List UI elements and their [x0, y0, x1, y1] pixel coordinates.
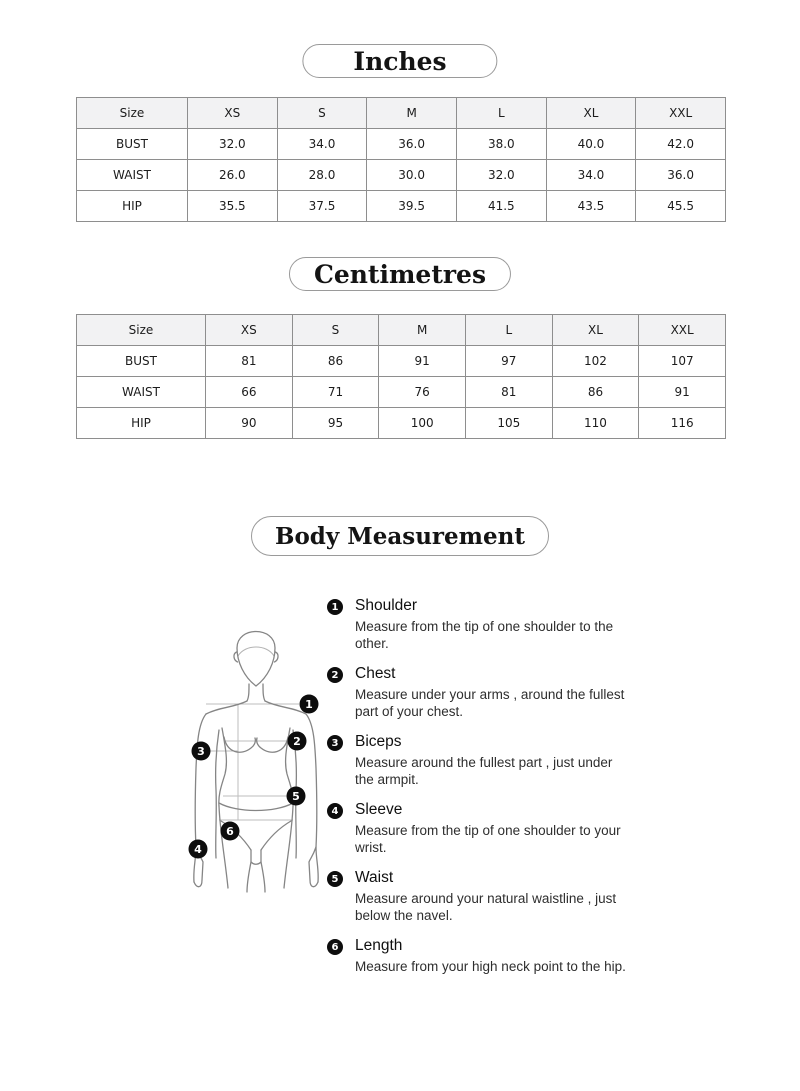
column-header: XS	[206, 315, 293, 346]
measurement-item	[327, 597, 637, 652]
row-label: HIP	[77, 408, 206, 439]
body-figure-svg	[175, 600, 335, 900]
cell-value: 86	[552, 377, 639, 408]
cell-value: 39.5	[367, 191, 457, 222]
item-description: Measure around the fullest part , just under the armpit.	[355, 755, 613, 787]
item-title: Sleeve	[355, 801, 403, 818]
row-label: BUST	[77, 129, 188, 160]
item-description: Measure from the tip of one shoulder to your wrist.	[355, 823, 621, 855]
svg-text:5: 5	[292, 790, 300, 803]
column-header: Size	[77, 315, 206, 346]
svg-text:2: 2	[293, 735, 301, 748]
figure-marker-3	[192, 742, 211, 761]
body-figure-diagram	[175, 600, 335, 900]
section-title-centimetres	[289, 257, 511, 291]
cell-value: 36.0	[367, 129, 457, 160]
body-measurement-title-text: Body Measurement	[275, 522, 525, 550]
cell-value: 40.0	[546, 129, 636, 160]
item-number-badge: 4	[327, 803, 343, 819]
cell-value: 32.0	[456, 160, 546, 191]
measurement-item	[327, 937, 637, 976]
item-title: Biceps	[355, 733, 402, 750]
cell-value: 107	[639, 346, 726, 377]
item-title: Length	[355, 937, 403, 954]
cell-value: 71	[292, 377, 379, 408]
inches-size-table	[76, 97, 726, 222]
cell-value: 42.0	[636, 129, 726, 160]
item-content	[355, 801, 631, 856]
row-label: WAIST	[77, 377, 206, 408]
cell-value: 116	[639, 408, 726, 439]
item-content	[355, 665, 631, 720]
body-outline	[194, 632, 318, 893]
row-label: BUST	[77, 346, 206, 377]
item-title: Shoulder	[355, 597, 418, 614]
cell-value: 35.5	[188, 191, 278, 222]
header-row	[77, 98, 726, 129]
measurement-item	[327, 869, 637, 924]
item-description: Measure from your high neck point to the hip.	[355, 959, 626, 974]
header-row	[77, 315, 726, 346]
figure-markers	[189, 695, 319, 859]
column-header: Size	[77, 98, 188, 129]
cell-value: 90	[206, 408, 293, 439]
cell-value: 97	[465, 346, 552, 377]
item-description: Measure from the tip of one shoulder to the other.	[355, 619, 614, 651]
column-header: L	[456, 98, 546, 129]
table-row	[77, 129, 726, 160]
measurement-item	[327, 801, 637, 856]
cell-value: 38.0	[456, 129, 546, 160]
figure-marker-4	[189, 840, 208, 859]
item-number-badge: 3	[327, 735, 343, 751]
svg-text:3: 3	[197, 745, 205, 758]
cell-value: 45.5	[636, 191, 726, 222]
column-header: XL	[546, 98, 636, 129]
measurement-item	[327, 665, 637, 720]
column-header: XXL	[636, 98, 726, 129]
row-label: WAIST	[77, 160, 188, 191]
column-header: XXL	[639, 315, 726, 346]
cell-value: 28.0	[277, 160, 367, 191]
item-content	[355, 597, 631, 652]
item-number-badge: 2	[327, 667, 343, 683]
cell-value: 91	[379, 346, 466, 377]
table-row	[77, 191, 726, 222]
cell-value: 37.5	[277, 191, 367, 222]
item-content	[355, 937, 631, 976]
centimetres-size-table	[76, 314, 726, 439]
cell-value: 34.0	[277, 129, 367, 160]
cell-value: 95	[292, 408, 379, 439]
hairline	[238, 647, 274, 656]
cell-value: 66	[206, 377, 293, 408]
cell-value: 43.5	[546, 191, 636, 222]
figure-marker-5	[287, 787, 306, 806]
column-header: S	[277, 98, 367, 129]
measurement-item	[327, 733, 637, 788]
section-title-inches	[302, 44, 497, 78]
table-row	[77, 160, 726, 191]
item-description: Measure under your arms , around the fullest part of your chest.	[355, 687, 625, 719]
table-row	[77, 408, 726, 439]
table-row	[77, 377, 726, 408]
cell-value: 36.0	[636, 160, 726, 191]
cell-value: 30.0	[367, 160, 457, 191]
item-number-badge: 5	[327, 871, 343, 887]
item-content	[355, 869, 631, 924]
centimetres-title-text: Centimetres	[313, 259, 487, 289]
cell-value: 41.5	[456, 191, 546, 222]
column-header: S	[292, 315, 379, 346]
svg-text:1: 1	[305, 698, 313, 711]
svg-text:4: 4	[194, 843, 202, 856]
cell-value: 81	[206, 346, 293, 377]
column-header: M	[379, 315, 466, 346]
cell-value: 32.0	[188, 129, 278, 160]
column-header: L	[465, 315, 552, 346]
item-content	[355, 733, 631, 788]
figure-marker-6	[221, 822, 240, 841]
figure-marker-2	[288, 732, 307, 751]
row-label: HIP	[77, 191, 188, 222]
cell-value: 91	[639, 377, 726, 408]
cell-value: 102	[552, 346, 639, 377]
cell-value: 86	[292, 346, 379, 377]
table-row	[77, 346, 726, 377]
item-title: Waist	[355, 869, 394, 886]
section-title-body-measurement	[251, 516, 549, 556]
cell-value: 100	[379, 408, 466, 439]
figure-marker-1	[300, 695, 319, 714]
measurement-legend-list	[327, 597, 637, 989]
item-number-badge: 1	[327, 599, 343, 615]
cell-value: 34.0	[546, 160, 636, 191]
cell-value: 105	[465, 408, 552, 439]
item-title: Chest	[355, 665, 396, 682]
column-header: M	[367, 98, 457, 129]
svg-text:6: 6	[226, 825, 234, 838]
cell-value: 76	[379, 377, 466, 408]
column-header: XL	[552, 315, 639, 346]
item-number-badge: 6	[327, 939, 343, 955]
item-description: Measure around your natural waistline , just below the navel.	[355, 891, 617, 923]
inches-title-text: Inches	[353, 46, 447, 76]
column-header: XS	[188, 98, 278, 129]
cell-value: 110	[552, 408, 639, 439]
cell-value: 81	[465, 377, 552, 408]
cell-value: 26.0	[188, 160, 278, 191]
